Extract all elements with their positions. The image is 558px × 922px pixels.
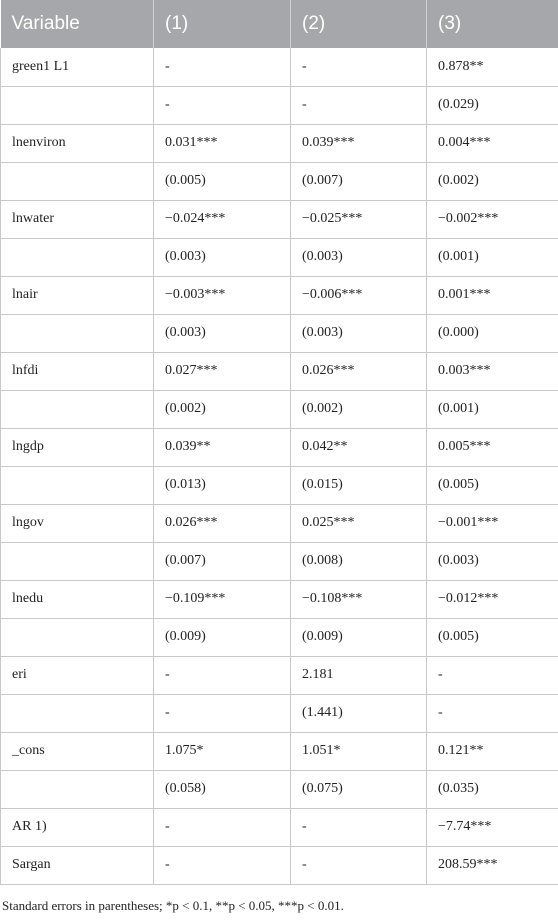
variable-cell: _cons (1, 732, 154, 770)
table-row (1, 314, 558, 352)
value-cell-1: −0.003*** (154, 276, 291, 314)
table-row (1, 390, 558, 428)
variable-cell: eri (1, 656, 154, 694)
value-cell-2: (0.003) (291, 238, 427, 276)
value-cell-2: - (291, 86, 427, 124)
table-row (1, 580, 558, 618)
value-cell-2: 2.181 (291, 656, 427, 694)
table-row (1, 124, 558, 162)
value-cell-2: 0.026*** (291, 352, 427, 390)
value-cell-3: −7.74*** (427, 808, 558, 846)
value-cell-2: −0.006*** (291, 276, 427, 314)
table-row (1, 808, 558, 846)
value-cell-3: 0.005*** (427, 428, 558, 466)
variable-cell (1, 314, 154, 352)
value-cell-1: −0.024*** (154, 200, 291, 238)
value-cell-3: 0.001*** (427, 276, 558, 314)
value-cell-3: - (427, 656, 558, 694)
table-row (1, 542, 558, 580)
table-row (1, 276, 558, 314)
table-row (1, 694, 558, 732)
value-cell-1: (0.009) (154, 618, 291, 656)
header-col-3: (3) (427, 0, 558, 48)
variable-cell: green1 L1 (1, 48, 154, 86)
variable-cell (1, 238, 154, 276)
value-cell-1: (0.013) (154, 466, 291, 504)
variable-cell (1, 694, 154, 732)
value-cell-3: −0.002*** (427, 200, 558, 238)
table-row (1, 238, 558, 276)
variable-cell (1, 466, 154, 504)
value-cell-3: (0.001) (427, 238, 558, 276)
variable-cell (1, 390, 154, 428)
table-row (1, 656, 558, 694)
value-cell-1: - (154, 48, 291, 86)
value-cell-3: (0.000) (427, 314, 558, 352)
value-cell-2: (0.003) (291, 314, 427, 352)
variable-cell: lnwater (1, 200, 154, 238)
value-cell-2: (1.441) (291, 694, 427, 732)
value-cell-3: 0.004*** (427, 124, 558, 162)
value-cell-1: 1.075* (154, 732, 291, 770)
table-row (1, 770, 558, 808)
value-cell-3: 0.878** (427, 48, 558, 86)
variable-cell: Sargan (1, 846, 154, 884)
variable-cell: lnenviron (1, 124, 154, 162)
value-cell-2: 0.042** (291, 428, 427, 466)
variable-cell: lngov (1, 504, 154, 542)
table-row (1, 732, 558, 770)
value-cell-2: 1.051* (291, 732, 427, 770)
value-cell-2: 0.025*** (291, 504, 427, 542)
value-cell-2: (0.009) (291, 618, 427, 656)
value-cell-2: −0.025*** (291, 200, 427, 238)
value-cell-1: - (154, 86, 291, 124)
table-row (1, 428, 558, 466)
value-cell-1: 0.027*** (154, 352, 291, 390)
table-row (1, 162, 558, 200)
variable-cell: lnair (1, 276, 154, 314)
header-col-2: (2) (291, 0, 427, 48)
variable-cell (1, 162, 154, 200)
value-cell-2: (0.015) (291, 466, 427, 504)
value-cell-3: (0.035) (427, 770, 558, 808)
value-cell-1: 0.039** (154, 428, 291, 466)
table-body (1, 48, 558, 884)
header-variable: Variable (1, 0, 154, 48)
footnote: Standard errors in parentheses; *p < 0.1, **p < 0.05, ***p < 0.01. (2, 898, 344, 913)
value-cell-1: 0.031*** (154, 124, 291, 162)
value-cell-1: - (154, 694, 291, 732)
value-cell-3: 208.59*** (427, 846, 558, 884)
value-cell-3: (0.002) (427, 162, 558, 200)
value-cell-2: 0.039*** (291, 124, 427, 162)
variable-cell: lnedu (1, 580, 154, 618)
value-cell-2: (0.007) (291, 162, 427, 200)
value-cell-1: (0.058) (154, 770, 291, 808)
value-cell-3: (0.029) (427, 86, 558, 124)
table-row (1, 48, 558, 86)
table-row (1, 618, 558, 656)
table-row (1, 352, 558, 390)
variable-cell: lngdp (1, 428, 154, 466)
variable-cell (1, 618, 154, 656)
variable-cell: lnfdi (1, 352, 154, 390)
value-cell-2: (0.002) (291, 390, 427, 428)
value-cell-3: 0.003*** (427, 352, 558, 390)
value-cell-1: (0.003) (154, 314, 291, 352)
value-cell-3: −0.001*** (427, 504, 558, 542)
variable-cell (1, 770, 154, 808)
variable-cell (1, 542, 154, 580)
value-cell-1: (0.005) (154, 162, 291, 200)
table-header (1, 0, 558, 48)
value-cell-3: - (427, 694, 558, 732)
header-col-1: (1) (154, 0, 291, 48)
variable-cell (1, 86, 154, 124)
table-row (1, 846, 558, 884)
table-row (1, 466, 558, 504)
table-row (1, 200, 558, 238)
value-cell-3: (0.005) (427, 618, 558, 656)
value-cell-1: (0.003) (154, 238, 291, 276)
value-cell-2: - (291, 808, 427, 846)
header-row (1, 0, 558, 48)
value-cell-3: (0.001) (427, 390, 558, 428)
value-cell-1: - (154, 846, 291, 884)
variable-cell: AR 1) (1, 808, 154, 846)
value-cell-2: (0.008) (291, 542, 427, 580)
value-cell-1: (0.007) (154, 542, 291, 580)
value-cell-3: 0.121** (427, 732, 558, 770)
value-cell-1: - (154, 808, 291, 846)
value-cell-3: (0.003) (427, 542, 558, 580)
value-cell-1: 0.026*** (154, 504, 291, 542)
value-cell-1: −0.109*** (154, 580, 291, 618)
value-cell-3: −0.012*** (427, 580, 558, 618)
table-row (1, 86, 558, 124)
value-cell-1: - (154, 656, 291, 694)
value-cell-2: −0.108*** (291, 580, 427, 618)
table-row (1, 504, 558, 542)
value-cell-1: (0.002) (154, 390, 291, 428)
value-cell-2: - (291, 48, 427, 86)
value-cell-2: (0.075) (291, 770, 427, 808)
value-cell-2: - (291, 846, 427, 884)
value-cell-3: (0.005) (427, 466, 558, 504)
